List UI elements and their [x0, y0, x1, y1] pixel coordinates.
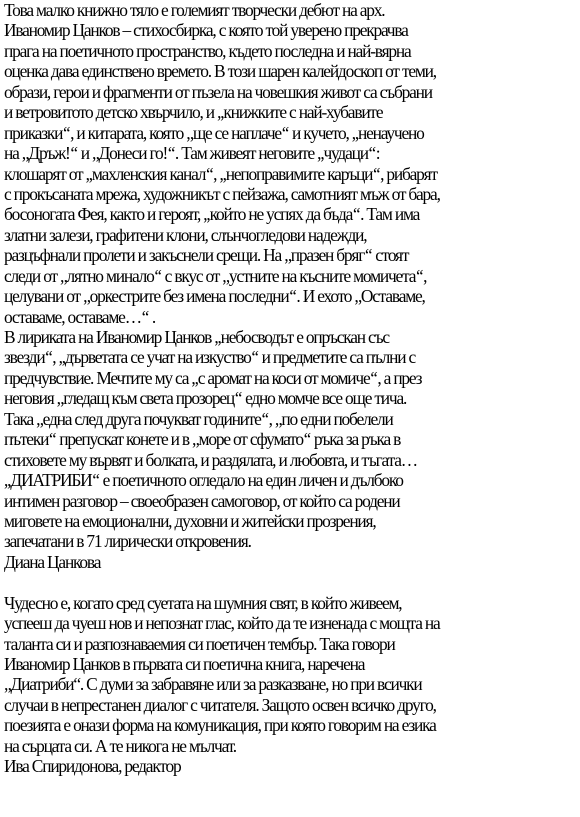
text-line: звезди‘‘, ,,дърветата се учат на изкуство‘‘ и предметите са пълни с: [4, 347, 416, 368]
review-paragraph-1: [4, 0, 578, 327]
text-line: Иваномир Цанков в първата си поетична книга, наречена: [4, 654, 365, 674]
text-line: и ветровитото детско хвърчило, и ,,книжките с най-хубавите: [4, 102, 383, 123]
text-line: разцъфнали пролети и закъснели срещи. На „празен бряг‘‘ стоят: [4, 245, 409, 266]
text-line: интимен разговор – своеобразен самоговор, от който са родени: [4, 490, 400, 511]
text-line: Иваномир Цанков – стихосбирка, с която той уверено прекрачва: [4, 20, 408, 41]
signature-diana: Диана Цанкова: [4, 551, 101, 572]
text-line: неговия „гледащ към света прозорец‘‘ едно момче все още тича.: [4, 388, 407, 409]
text-line: Чудесно е, когато сред суетата на шумния свят, в който живеем,: [4, 592, 402, 613]
text-line: ,,ДИАТРИБИ‘‘ е поетичното огледало на един личен и дълбоко: [4, 470, 403, 491]
text-line: клошарят от ,,махленския канал‘‘, ,,непоправимите каръци‘‘, рибарят: [4, 163, 437, 184]
text-line: пътеки‘‘ препускат конете и в „море от сфумато‘‘ ръка за ръка в: [4, 429, 401, 450]
text-line: Това малко книжно тяло е големият творчески дебют на арх.: [4, 0, 385, 20]
text-line: случаи в непрестанен диалог с читателя. Защото освен всичко друго,: [4, 694, 436, 715]
text-line: В лириката на Иваномир Цанков ,,небосводът е опръскан със: [4, 327, 389, 347]
text-line: запечатани в 71 лирически откровения.: [4, 531, 251, 552]
text-line: „Диатриби“. С думи за забравяне или за разказване, но при всички: [4, 674, 422, 695]
text-line: таланта си и разпознаваемия си поетичен тембър. Така говори: [4, 633, 395, 654]
text-line: целувани от „оркестрите без имена последни‘‘. И ехото „Оставаме,: [4, 286, 425, 307]
signature-iva: Ива Спиридонова, редактор: [4, 756, 181, 777]
text-line: босоногата Фея, както и героят, ,,който не успях да бъда‘‘. Там има: [4, 204, 420, 225]
text-line: стиховете му вървят и болката, и раздялата, и любовта, и тъгата…: [4, 449, 417, 470]
text-line: прага на поетичното пространство, където последна и най-вярна: [4, 40, 411, 61]
text-line: на сърцата си. А те никога не мълчат.: [4, 735, 236, 756]
document-page: [4, 0, 578, 777]
paragraph-spacer: [4, 572, 578, 592]
text-line: образи, герои и фрагменти от пъзела на човешкия живот са събрани: [4, 81, 432, 102]
text-line: следи от „лятно минало‘‘ с вкус от „устните на късните момичета‘‘,: [4, 265, 427, 286]
review-paragraph-2: [4, 327, 578, 572]
text-line: предчувствие. Мечтите му са ,,с аромат на коси от момиче‘‘, а през: [4, 367, 422, 388]
text-line: златни залези, графитени клони, слънчогледови надежди,: [4, 224, 367, 245]
text-line: приказки‘‘, и китарата, която „ще се наплаче‘‘ и кучето, ,,ненаучено: [4, 122, 424, 143]
text-line: поезията е онази форма на комуникация, при която говорим на езика: [4, 715, 436, 736]
text-line: оставаме, оставаме…‘‘ .: [4, 306, 156, 327]
text-line: миговете на емоционални, духовни и житейски прозрения,: [4, 510, 376, 531]
review-paragraph-3: [4, 593, 578, 777]
text-line: Така „една след друга почукват годините‘‘, „по едни побелели: [4, 408, 393, 429]
text-line: успееш да чуеш нов и непознат глас, който да те изненада с мощта на: [4, 613, 440, 634]
text-line: оценка дава единствено времето. В този шарен калейдоскоп от теми,: [4, 61, 436, 82]
text-line: с прокъсаната мрежа, художникът с пейзажа, самотният мъж от бара,: [4, 183, 440, 204]
text-line: на „Дръж!‘‘ и „Донеси го!‘‘. Там живеят неговите ,,чудаци‘‘:: [4, 143, 380, 164]
